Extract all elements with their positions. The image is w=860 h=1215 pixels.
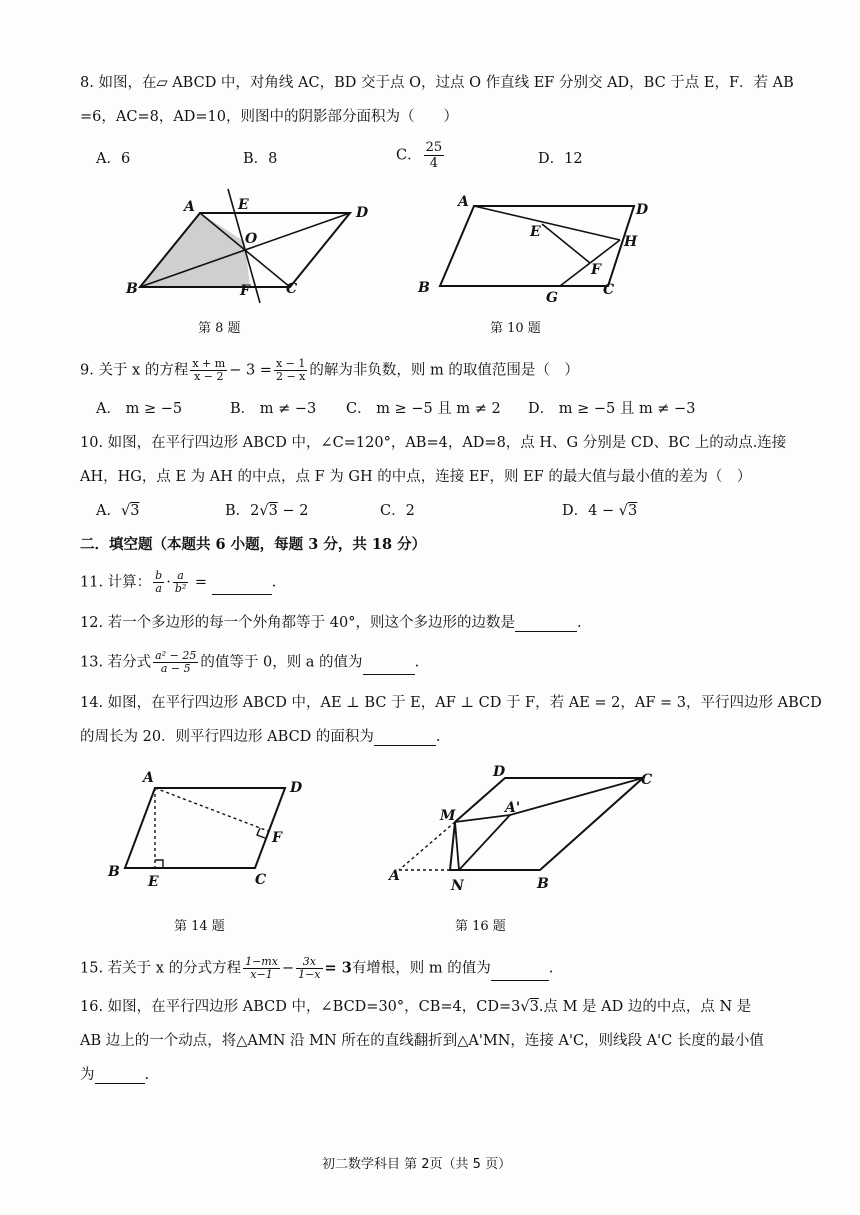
q11-f1-den: a bbox=[155, 582, 162, 595]
fig16-dashed-am bbox=[399, 822, 455, 870]
q15-f1-den: x−1 bbox=[250, 968, 273, 981]
q10-option-a-radicand: 3 bbox=[130, 503, 140, 519]
figure-8 bbox=[120, 185, 380, 310]
q10-option-b-radicand: 3 bbox=[268, 503, 278, 519]
fig10-label-b: B bbox=[418, 280, 430, 296]
q11-dot: · bbox=[166, 574, 171, 591]
fig16-label-c: C bbox=[641, 772, 653, 788]
page-footer: 初二数学科目 第 2页（共 5 页） bbox=[322, 1157, 512, 1172]
fig8-caption: 第 8 题 bbox=[198, 321, 241, 336]
q9-frac1-num: x + m bbox=[192, 357, 226, 370]
q8-line2: =6，AC=8，AD=10，则图中的阴影部分面积为（ ） bbox=[80, 109, 459, 125]
q16-end: . bbox=[144, 1067, 150, 1083]
q13-f-den: a − 5 bbox=[160, 662, 191, 675]
figure-14 bbox=[100, 764, 330, 894]
fig8-label-a: A bbox=[184, 199, 195, 215]
q10-line2: AH，HG，点 E 为 AH 的中点，点 F 为 GH 的中点，连接 EF，则 EF 的最大值与最小值的差为（ ） bbox=[80, 469, 752, 485]
fig14-label-e: E bbox=[148, 874, 159, 890]
fig16-segment-mn bbox=[455, 822, 459, 870]
q9-suffix: 的解为非负数，则 m 的取值范围是（ ） bbox=[309, 362, 579, 379]
q10-option-a: A．√3 bbox=[96, 503, 140, 519]
fig16-label-d: D bbox=[493, 764, 506, 780]
q15-end: . bbox=[548, 960, 554, 977]
fig14-caption: 第 14 题 bbox=[174, 919, 225, 934]
q12-text: 12. 若一个多边形的每一个外角都等于 40°，则这个多边形的边数是 bbox=[80, 615, 515, 631]
q9-option-a: A． m ≥ −5 bbox=[96, 401, 183, 417]
fig10-segment-ah bbox=[474, 206, 620, 240]
q15-suffix: 有增根，则 m 的值为 bbox=[351, 960, 491, 977]
q8-option-a: A．6 bbox=[96, 151, 131, 167]
q11-f2-num: a bbox=[173, 570, 188, 583]
q16-line3 bbox=[80, 1066, 149, 1084]
fig10-caption: 第 10 题 bbox=[490, 321, 541, 336]
fig10-label-d: D bbox=[636, 202, 649, 218]
q11 bbox=[80, 570, 276, 595]
q10-option-b-prefix: B．2 bbox=[225, 503, 260, 519]
q13-answer-blank[interactable] bbox=[363, 660, 415, 675]
q9-frac2-num: x − 1 bbox=[275, 357, 306, 370]
fig16-outline bbox=[450, 778, 643, 870]
q8-option-c-numerator: 25 bbox=[425, 140, 443, 155]
q12-end: . bbox=[576, 615, 582, 631]
figure-16 bbox=[385, 760, 665, 895]
fig16-caption: 第 16 题 bbox=[455, 919, 506, 934]
q15-prefix: 15. 若关于 x 的分式方程 bbox=[80, 960, 242, 977]
q10-option-d-prefix: D．4 − bbox=[562, 503, 619, 519]
fig16-label-b: B bbox=[537, 876, 549, 892]
q9-option-c: C． m ≥ −5 且 m ≠ 2 bbox=[346, 401, 501, 417]
fig8-label-c: C bbox=[286, 281, 298, 297]
q12-answer-blank[interactable] bbox=[515, 617, 577, 632]
q16-line1-prefix: 16. 如图，在平行四边形 ABCD 中，∠BCD=30°，CB=4，CD=3 bbox=[80, 999, 521, 1015]
fig16-label-a-prime: A' bbox=[505, 800, 521, 816]
q10-option-b: B．2√3 − 2 bbox=[225, 503, 309, 519]
q14-line1: 14. 如图，在平行四边形 ABCD 中，AE ⊥ BC 于 E，AF ⊥ CD 于 F，若 AE = 2，AF = 3，平行四边形 ABCD bbox=[80, 695, 822, 711]
q9-prefix: 9. 关于 x 的方程 bbox=[80, 362, 189, 379]
q11-f2-den: b² bbox=[174, 582, 187, 595]
q8-option-c-denominator: 4 bbox=[429, 156, 439, 171]
q8-option-c-prefix: C． bbox=[396, 147, 422, 164]
fig14-altitude-af bbox=[155, 788, 268, 831]
q10-option-a-prefix: A． bbox=[96, 503, 121, 519]
q10-option-d-radicand: 3 bbox=[627, 503, 638, 519]
q9-frac1-den: x − 2 bbox=[194, 370, 224, 383]
fig14-parallelogram bbox=[125, 788, 285, 868]
fig14-right-angle-e bbox=[155, 860, 163, 868]
q15-answer-blank[interactable] bbox=[491, 966, 549, 981]
q15-eq: = 3 bbox=[324, 959, 352, 977]
q13-prefix: 13. 若分式 bbox=[80, 654, 152, 671]
q12 bbox=[80, 614, 582, 632]
q8-option-b: B．8 bbox=[243, 151, 278, 167]
q13-end: . bbox=[414, 654, 420, 671]
fig10-segment-ef bbox=[542, 224, 590, 263]
fig8-label-d: D bbox=[356, 205, 369, 221]
q16-line3-text: 为 bbox=[80, 1067, 95, 1083]
fig16-label-n: N bbox=[451, 878, 464, 894]
q9-frac2-den: 2 − x bbox=[275, 370, 306, 383]
q13-suffix: 的值等于 0，则 a 的值为 bbox=[200, 654, 363, 671]
q14-answer-blank[interactable] bbox=[374, 731, 436, 746]
fig8-label-o: O bbox=[245, 231, 258, 247]
q15-f2-den: 1−x bbox=[298, 968, 321, 981]
q14-line2-text: 的周长为 20．则平行四边形 ABCD 的面积为 bbox=[80, 729, 374, 745]
fig16-segment-a1n bbox=[459, 815, 510, 870]
figure-10 bbox=[410, 190, 660, 310]
fig16-label-a: A bbox=[389, 868, 400, 884]
q16-answer-blank[interactable] bbox=[95, 1069, 145, 1084]
fig10-label-g: G bbox=[546, 290, 558, 306]
q9-stem bbox=[80, 358, 579, 383]
q10-line1: 10. 如图，在平行四边形 ABCD 中，∠C=120°，AB=4，AD=8，点 H、G 分别是 CD、BC 上的动点.连接 bbox=[80, 435, 787, 451]
q14-end: . bbox=[435, 729, 441, 745]
q11-f1-num: b bbox=[155, 569, 163, 582]
fig10-parallelogram bbox=[440, 206, 634, 286]
q9-option-d: D． m ≥ −5 且 m ≠ −3 bbox=[528, 401, 696, 417]
fig16-label-m: M bbox=[440, 808, 456, 824]
fig8-label-f: F bbox=[240, 283, 250, 299]
q11-eq: = bbox=[194, 574, 208, 591]
q15-f1-num: 1−mx bbox=[245, 955, 278, 968]
q10-option-c: C．2 bbox=[380, 503, 415, 519]
fig10-label-h: H bbox=[624, 234, 638, 250]
fig10-label-a: A bbox=[458, 194, 469, 210]
q15-minus: − bbox=[281, 960, 295, 977]
q8-option-d: D．12 bbox=[538, 151, 583, 167]
q9-mid: − 3 = bbox=[229, 362, 272, 379]
fig10-label-e: E bbox=[530, 224, 541, 240]
fig14-label-d: D bbox=[290, 780, 303, 796]
q11-prefix: 11. 计算： bbox=[80, 574, 152, 591]
fig14-label-b: B bbox=[108, 864, 120, 880]
fig14-label-f: F bbox=[272, 830, 282, 846]
q15 bbox=[80, 956, 553, 981]
section-2-title: 二．填空题（本题共 6 小题，每题 3 分，共 18 分） bbox=[80, 536, 427, 553]
q8-option-c bbox=[396, 140, 446, 171]
q16-line1-suffix: .点 M 是 AD 边的中点，点 N 是 bbox=[538, 999, 752, 1015]
fig10-label-c: C bbox=[603, 282, 615, 298]
q13-f-num: a² − 25 bbox=[155, 649, 197, 662]
q16-line1-radicand: 3 bbox=[529, 999, 539, 1015]
fig14-label-c: C bbox=[255, 872, 267, 888]
fig8-label-e: E bbox=[238, 197, 249, 213]
q10-option-d: D．4 − √3 bbox=[562, 503, 638, 519]
q16-line2: AB 边上的一个动点，将△AMN 沿 MN 所在的直线翻折到△A'MN，连接 A'C，则线段 A'C 长度的最小值 bbox=[80, 1033, 764, 1049]
fig8-label-b: B bbox=[126, 281, 138, 297]
q9-option-b: B． m ≠ −3 bbox=[230, 401, 317, 417]
q8-line1: 8. 如图，在▱ ABCD 中，对角线 AC，BD 交于点 O，过点 O 作直线 EF 分别交 AD，BC 于点 E，F．若 AB bbox=[80, 75, 794, 91]
q10-option-b-suffix: − 2 bbox=[277, 503, 309, 519]
q14-line2 bbox=[80, 728, 441, 746]
q11-answer-blank[interactable] bbox=[212, 580, 272, 595]
q15-f2-num: 3x bbox=[296, 956, 322, 969]
fig14-label-a: A bbox=[143, 770, 154, 786]
fig10-label-f: F bbox=[591, 262, 601, 278]
q16-line1: 16. 如图，在平行四边形 ABCD 中，∠BCD=30°，CB=4，CD=3√3.点 M 是 AD 边的中点，点 N 是 bbox=[80, 999, 752, 1015]
q13 bbox=[80, 650, 419, 675]
q11-end: . bbox=[271, 574, 277, 591]
